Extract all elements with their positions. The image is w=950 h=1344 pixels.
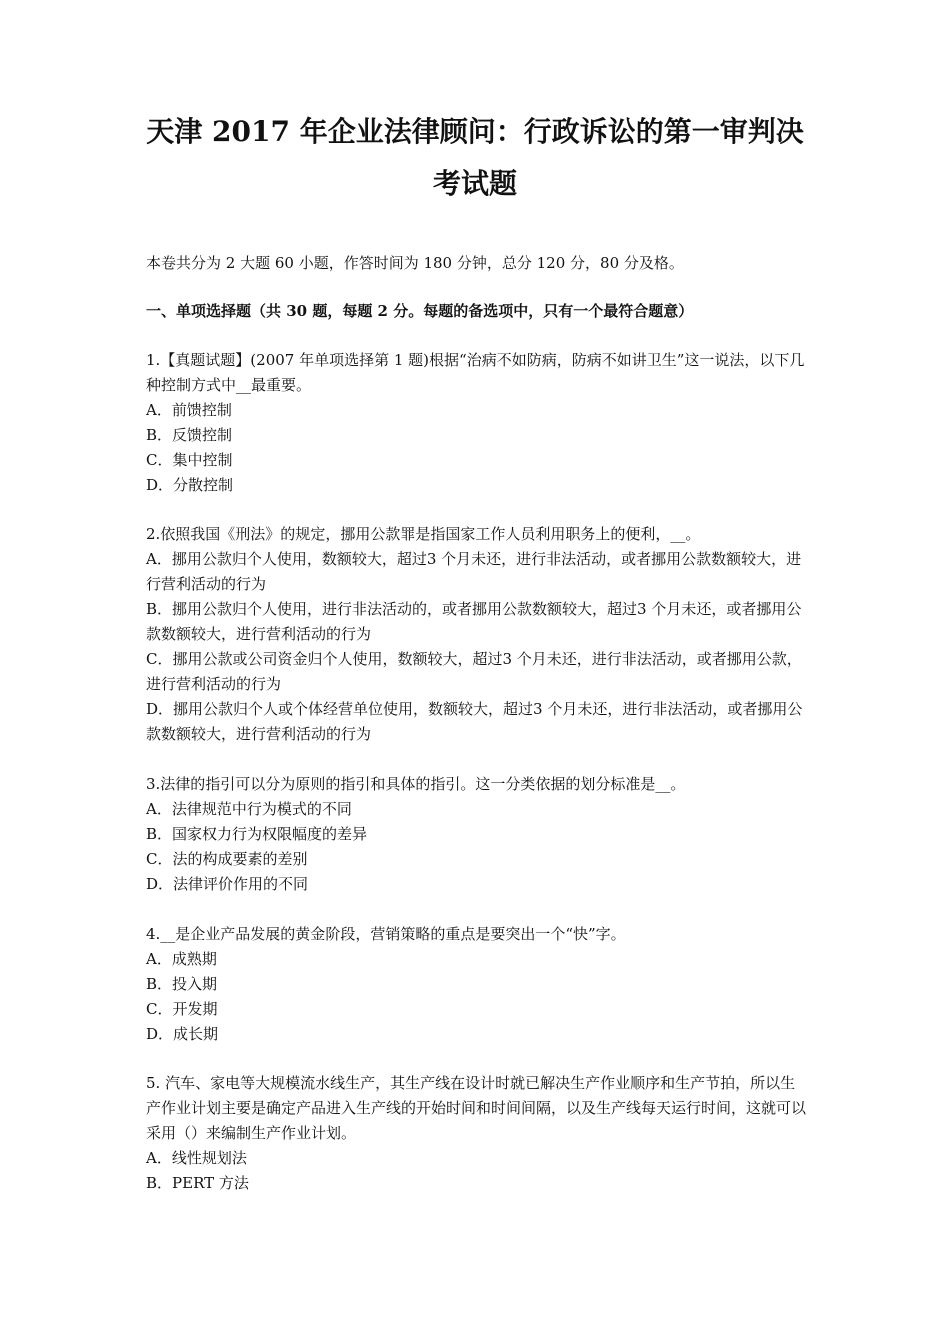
option-b: B．反馈控制	[146, 426, 233, 444]
document-title-line1: 天津 2017 年企业法律顾问：行政诉讼的第一审判决	[146, 115, 804, 148]
option-a: A．线性规划法	[146, 1149, 247, 1167]
question-1	[146, 348, 808, 498]
question-stem: 5. 汽车、家电等大规模流水线生产，其生产线在设计时就已解决生产作业顺序和生产节拍，所以生产作业计划主要是确定产品进入生产线的开始时间和时间间隔，以及生产线每天运行时间，这就可以采用（）来编制生产作业计划。	[146, 1074, 807, 1142]
document-title-line2: 考试题	[432, 167, 517, 200]
question-stem: 3.法律的指引可以分为原则的指引和具体的指引。这一分类依据的划分标准是__。	[146, 775, 686, 793]
question-2	[146, 522, 808, 747]
option-b: B．投入期	[146, 975, 218, 993]
question-stem: 1.【真题试题】(2007 年单项选择第 1 题)根据“治病不如防病，防病不如讲卫生”这一说法，以下几种控制方式中__最重要。	[146, 351, 805, 394]
option-b: B．PERT 方法	[146, 1174, 249, 1192]
option-a: A．成熟期	[146, 950, 217, 968]
option-b: B．国家权力行为权限幅度的差异	[146, 825, 368, 843]
question-4	[146, 922, 808, 1047]
question-3	[146, 772, 808, 897]
option-d: D．挪用公款归个人或个体经营单位使用，数额较大，超过3 个月未还，进行非法活动，或者挪用公款数额较大，进行营利活动的行为	[146, 700, 803, 743]
section-heading: 一、单项选择题（共 30 题，每题 2 分。每题的备选项中，只有一个最符合题意）	[146, 302, 694, 320]
option-d: D．成长期	[146, 1025, 219, 1043]
option-b: B．挪用公款归个人使用，进行非法活动的，或者挪用公款数额较大，超过3 个月未还，或者挪用公款数额较大，进行营利活动的行为	[146, 600, 802, 643]
question-stem: 2.依照我国《刑法》的规定，挪用公款罪是指国家工作人员利用职务上的便利，__。	[146, 525, 701, 543]
option-a: A．挪用公款归个人使用，数额较大，超过3 个月未还，进行非法活动，或者挪用公款数额较大，进行营利活动的行为	[146, 550, 802, 593]
option-a: A．法律规范中行为模式的不同	[146, 800, 352, 818]
question-5	[146, 1071, 808, 1196]
option-d: D．法律评价作用的不同	[146, 875, 309, 893]
exam-intro: 本卷共分为 2 大题 60 小题，作答时间为 180 分钟，总分 120 分，80 分及格。	[146, 254, 684, 272]
option-a: A．前馈控制	[146, 401, 232, 419]
question-stem: 4.__是企业产品发展的黄金阶段，营销策略的重点是要突出一个“快”字。	[146, 925, 626, 943]
option-c: C．集中控制	[146, 451, 233, 469]
option-c: C．挪用公款或公司资金归个人使用，数额较大，超过3 个月未还，进行非法活动，或者挪用公款，进行营利活动的行为	[146, 650, 802, 693]
option-d: D．分散控制	[146, 476, 234, 494]
option-c: C．开发期	[146, 1000, 218, 1018]
option-c: C．法的构成要素的差别	[146, 850, 308, 868]
